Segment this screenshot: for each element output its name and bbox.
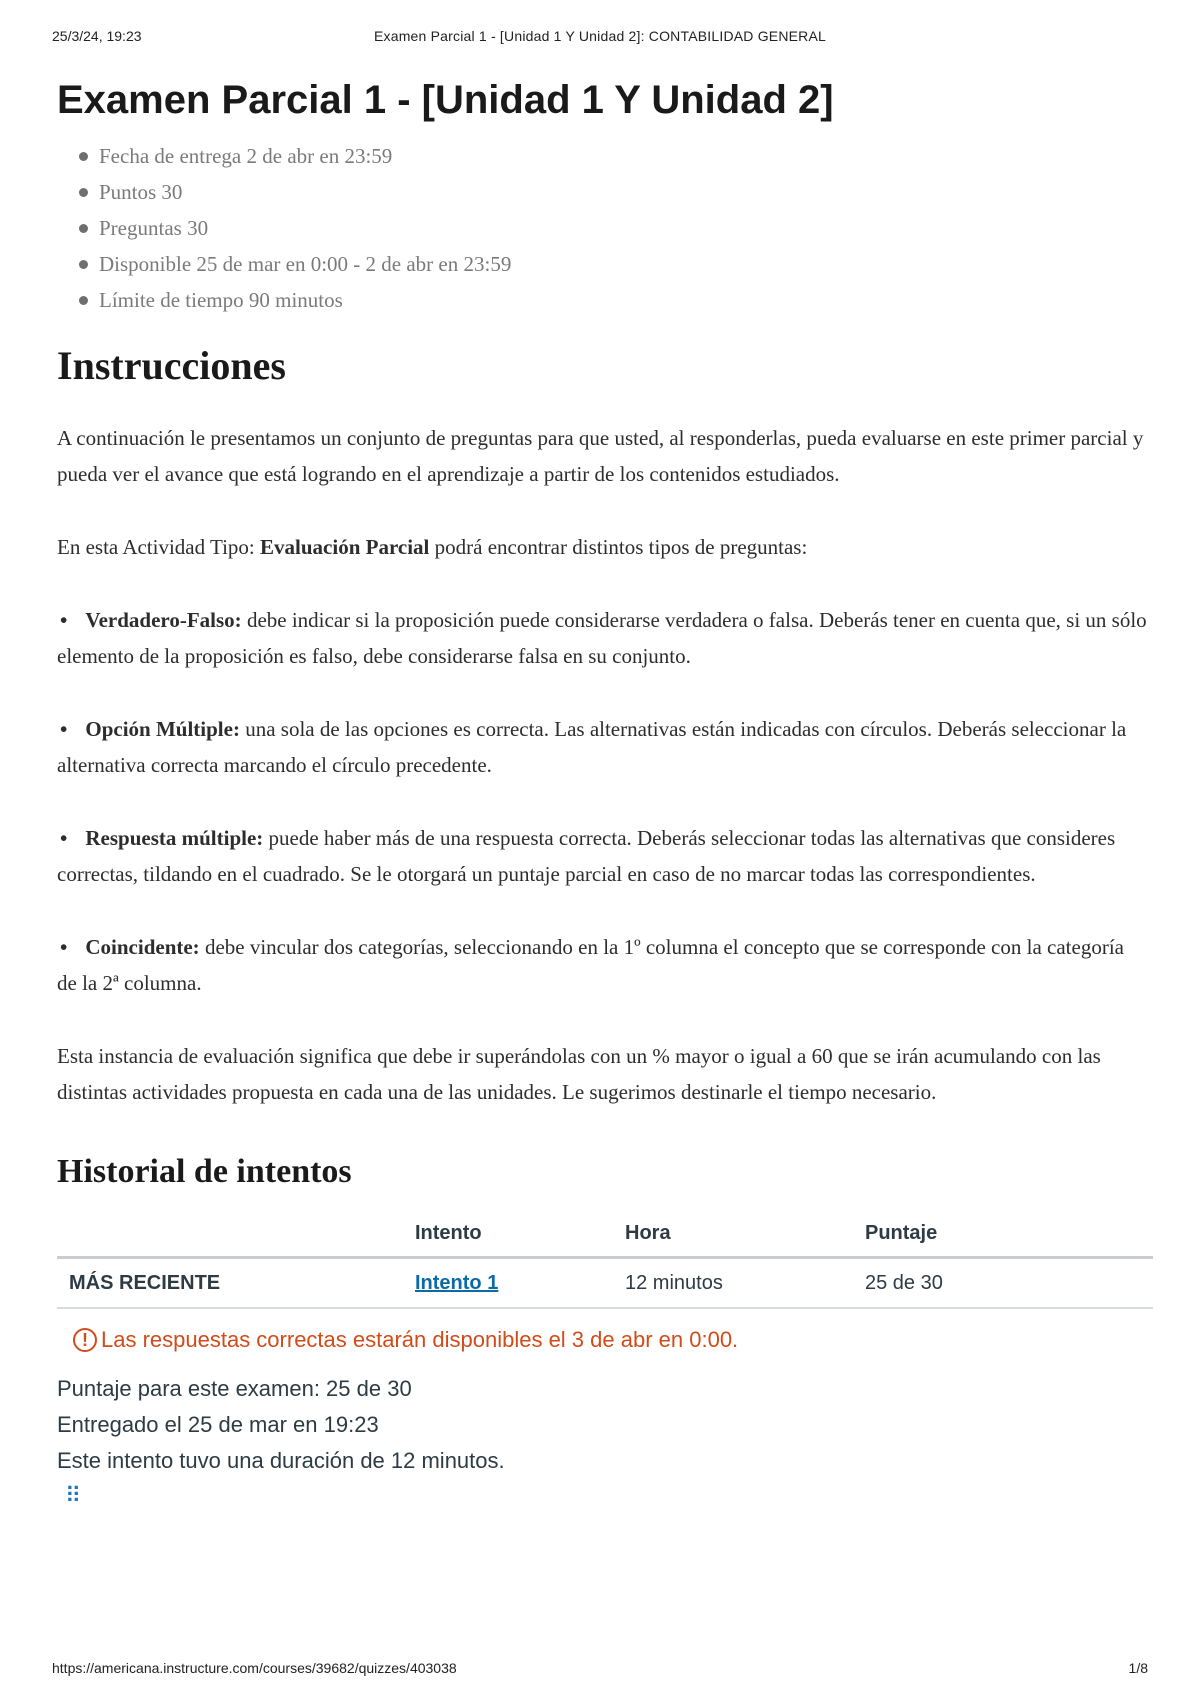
- instructions-closing: Esta instancia de evaluación significa que debe ir superándolas con un % mayor o igual a 60 que se irán acumulando con las distintas actividades propuesta en cada una de las unidades. Le sugerimos destinarle el tiempo necesario.: [57, 1044, 1101, 1104]
- bullet-icon: [79, 224, 88, 233]
- question-type-multiple-choice: • Opción Múltiple: una sola de las opciones es correcta. Las alternativas están indicadas con círculos. Deberás seleccionar la alternativa correcta marcando el círculo precedente.: [57, 717, 1127, 777]
- column-header-attempt: Intento: [403, 1210, 613, 1258]
- print-header: [52, 28, 1148, 48]
- bullet-icon: [79, 260, 88, 269]
- summary-score: Puntaje para este examen: 25 de 30: [57, 1376, 412, 1401]
- main-content: [57, 72, 1147, 1509]
- detail-points: Puntos 30: [79, 174, 1147, 210]
- table-row: [57, 1258, 1153, 1309]
- attempts-table: [57, 1210, 1153, 1309]
- quiz-details-list: [57, 138, 1147, 318]
- instructions-heading: Instrucciones: [57, 343, 286, 388]
- instructions-body: [57, 420, 1147, 1110]
- column-header-label: [57, 1210, 403, 1258]
- question-type-true-false: • Verdadero-Falso: debe indicar si la proposición puede considerarse verdadera o falsa. Deberás tener en cuenta que, si un sólo elemento de la proposición es falso, debe considerarse falsa en su conjunto.: [57, 608, 1147, 668]
- page-title: Examen Parcial 1 - [Unidad 1 Y Unidad 2]: [57, 78, 834, 122]
- summary-duration: Este intento tuvo una duración de 12 minutos.: [57, 1448, 505, 1473]
- question-type-multiple-answer: • Respuesta múltiple: puede haber más de una respuesta correcta. Deberás seleccionar todas las alternativas que consideres correctas, tildando en el cuadrado. Se le otorgará un puntaje parcial en caso de no marcar todas las correspondientes.: [57, 826, 1116, 886]
- print-url: https://americana.instructure.com/courses/39682/quizzes/403038: [52, 1660, 457, 1676]
- history-heading: Historial de intentos: [57, 1153, 352, 1190]
- attempt-link[interactable]: Intento 1: [415, 1271, 499, 1294]
- question-type-matching: • Coincidente: debe vincular dos categorías, seleccionando en la 1º columna el concepto que se corresponde con la categoría de la 2ª columna.: [57, 935, 1124, 995]
- answers-availability-notice: [73, 1327, 1147, 1353]
- bullet-icon: [79, 296, 88, 305]
- print-title: Examen Parcial 1 - [Unidad 1 Y Unidad 2]: CONTABILIDAD GENERAL: [373, 28, 827, 44]
- drag-handle-icon[interactable]: ⠿: [65, 1483, 80, 1508]
- bullet-icon: [79, 188, 88, 197]
- column-header-score: Puntaje: [853, 1210, 1153, 1258]
- attempt-label: MÁS RECIENTE: [57, 1258, 403, 1309]
- table-header-row: [57, 1210, 1153, 1258]
- notice-text: Las respuestas correctas estarán disponibles el 3 de abr en 0:00.: [101, 1327, 739, 1352]
- warning-icon: !: [73, 1328, 97, 1352]
- detail-due-date: Fecha de entrega 2 de abr en 23:59: [79, 138, 1147, 174]
- detail-questions: Preguntas 30: [79, 210, 1147, 246]
- attempt-time: 12 minutos: [613, 1258, 853, 1309]
- summary-submitted: Entregado el 25 de mar en 19:23: [57, 1412, 379, 1437]
- instructions-activity-type: En esta Actividad Tipo: Evaluación Parcial podrá encontrar distintos tipos de preguntas:: [57, 535, 808, 559]
- column-header-time: Hora: [613, 1210, 853, 1258]
- bullet-icon: [79, 152, 88, 161]
- print-date: 25/3/24, 19:23: [52, 28, 142, 44]
- instructions-intro: A continuación le presentamos un conjunto de preguntas para que usted, al responderlas, pueda evaluarse en este primer parcial y pueda ver el avance que está logrando en el aprendizaje a partir de los contenidos estudiados.: [57, 426, 1144, 486]
- detail-time-limit: Límite de tiempo 90 minutos: [79, 282, 1147, 318]
- print-page-number: 1/8: [1128, 1660, 1148, 1676]
- detail-available: Disponible 25 de mar en 0:00 - 2 de abr en 23:59: [79, 246, 1147, 282]
- attempt-score: 25 de 30: [853, 1258, 1153, 1309]
- attempt-summary: [57, 1371, 1147, 1479]
